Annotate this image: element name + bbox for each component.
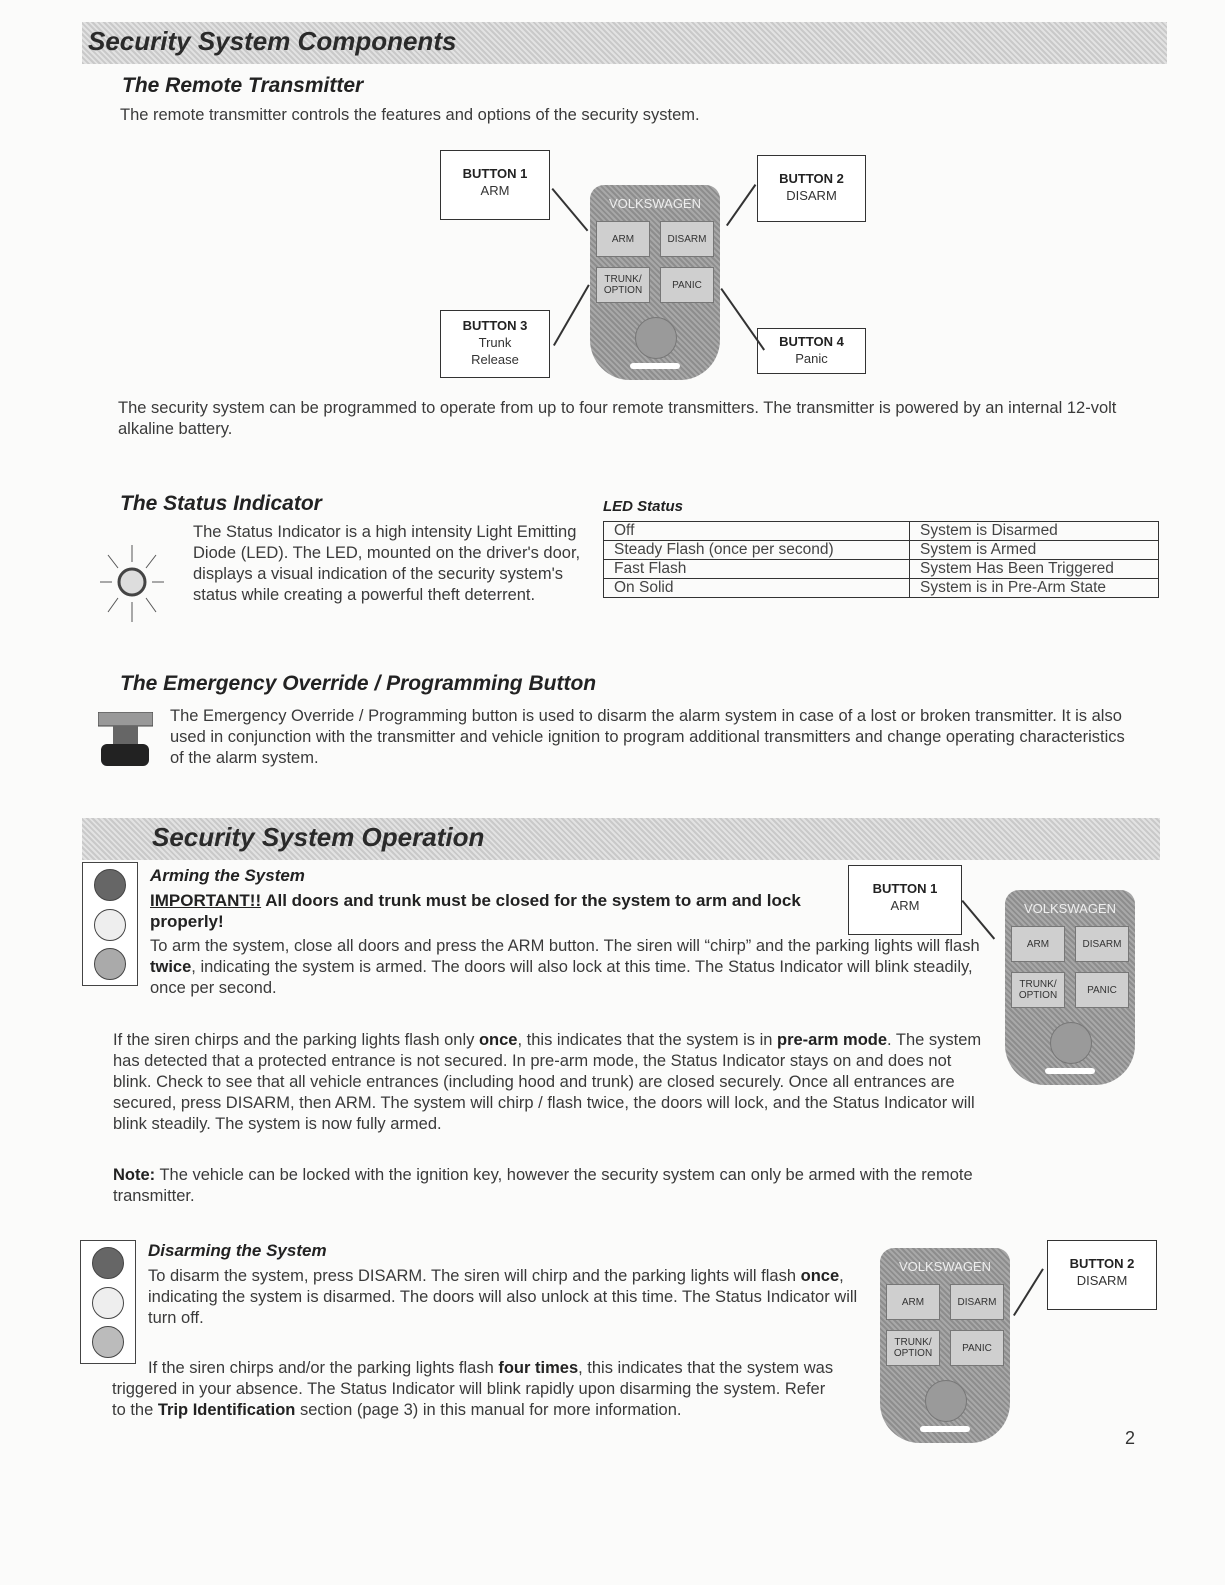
important-text: All doors and trunk must be closed for the system to arm and lock properly! <box>150 891 801 931</box>
led-on-icon <box>94 869 126 901</box>
fob-trunk-button: TRUNK/ OPTION <box>596 267 650 303</box>
led-state: Steady Flash (once per second) <box>604 541 910 560</box>
bold-text: once <box>478 1031 518 1049</box>
remote-fob-image <box>1005 890 1135 1085</box>
text: , indicating the system is armed. The doors will also lock at this time. The Status Indicator will blink steadily, once per second. <box>150 958 973 997</box>
fob-slot <box>1045 1068 1095 1074</box>
vw-logo-icon <box>635 317 677 359</box>
remote-title: The Remote Transmitter <box>122 74 364 97</box>
led-status-table <box>603 521 1159 598</box>
fob-brand: VOLKSWAGEN <box>899 1259 991 1274</box>
led-icon <box>100 540 165 625</box>
fob-slot <box>630 363 680 369</box>
callout-button-3 <box>440 310 550 378</box>
callout-title: BUTTON 2 <box>779 171 844 186</box>
callout-title: BUTTON 1 <box>872 881 938 896</box>
bold-text: once <box>800 1267 840 1285</box>
section-title: Security System Operation <box>152 822 485 852</box>
callout-title: BUTTON 1 <box>462 166 528 181</box>
table-row <box>604 541 1159 560</box>
led-state: Fast Flash <box>604 560 910 579</box>
callout-arm <box>848 865 962 935</box>
led-state: On Solid <box>604 579 910 598</box>
fob-trunk-button: TRUNK/ OPTION <box>886 1330 940 1366</box>
page-number: 2 <box>1125 1428 1136 1448</box>
note-label: Note: <box>113 1166 156 1184</box>
section-title: Security System Components <box>88 26 457 56</box>
fob-trunk-button: TRUNK/ OPTION <box>1011 972 1065 1008</box>
status-title: The Status Indicator <box>120 492 322 515</box>
text: To arm the system, close all doors and press the ARM button. The siren will “chirp” and the parking lights will flash <box>150 937 980 955</box>
led-meaning: System is in Pre-Arm State <box>910 579 1159 598</box>
note-text <box>113 1165 993 1207</box>
pointer-line <box>726 184 756 226</box>
remote-fob-image <box>590 185 720 380</box>
fob-disarm-button: DISARM <box>1075 926 1129 962</box>
text: section (page 3) in this manual for more information. <box>295 1401 682 1419</box>
callout-title: BUTTON 4 <box>779 334 844 349</box>
fob-slot <box>920 1426 970 1432</box>
fob-brand: VOLKSWAGEN <box>609 196 701 211</box>
led-off-icon <box>94 948 126 980</box>
fob-disarm-button: DISARM <box>950 1284 1004 1320</box>
important-label: IMPORTANT!! <box>150 891 262 910</box>
callout-sub: Panic <box>795 351 828 366</box>
text: The vehicle can be locked with the ignition key, however the security system can only be armed with the remote transmitter. <box>113 1166 973 1205</box>
fob-arm-button: ARM <box>886 1284 940 1320</box>
disarm-text <box>148 1266 868 1329</box>
section-header-operation <box>82 818 1160 860</box>
remote-fob-image <box>880 1248 1010 1443</box>
led-off-icon <box>94 909 126 941</box>
led-meaning: System is Armed <box>910 541 1159 560</box>
led-meaning: System Has Been Triggered <box>910 560 1159 579</box>
table-row <box>604 560 1159 579</box>
fob-arm-button: ARM <box>1011 926 1065 962</box>
led-icon <box>92 1247 124 1279</box>
triggered-text <box>112 1358 842 1421</box>
text: If the siren chirps and/or the parking lights flash <box>148 1359 499 1377</box>
override-title: The Emergency Override / Programming Button <box>120 672 597 695</box>
override-button-icon <box>98 712 153 767</box>
led-off-icon <box>92 1287 124 1319</box>
callout-title: BUTTON 2 <box>1069 1256 1135 1271</box>
bold-text: pre-arm mode <box>777 1031 888 1049</box>
pointer-line <box>1013 1268 1043 1315</box>
callout-disarm <box>1047 1240 1157 1310</box>
fob-panic-button: PANIC <box>950 1330 1004 1366</box>
callout-sub: Trunk Release <box>471 335 519 367</box>
pointer-line <box>721 288 765 350</box>
fob-arm-button: ARM <box>596 221 650 257</box>
arm-text <box>150 936 980 999</box>
traffic-light-armed-icon <box>82 862 138 986</box>
callout-button-4 <box>757 328 866 374</box>
remote-text: The remote transmitter controls the features and options of the security system. <box>120 106 700 124</box>
callout-title: BUTTON 3 <box>462 318 528 333</box>
text: To disarm the system, press DISARM. The siren will chirp and the parking lights will flash <box>148 1267 801 1285</box>
prearm-text <box>113 1030 983 1135</box>
led-meaning: System is Disarmed <box>910 522 1159 541</box>
arming-title: Arming the System <box>150 866 305 885</box>
fob-panic-button: PANIC <box>1075 972 1129 1008</box>
pointer-line <box>553 284 589 345</box>
override-text: The Emergency Override / Programming button is used to disarm the alarm system in case of a lost or broken transmitter. It is also used in conjunction with the transmitter and vehicle ignition to program additional transmitters and change operating characteristics of the alarm system. <box>170 707 1125 767</box>
bold-text: twice <box>150 958 192 976</box>
bold-text: Trip Identification <box>157 1401 296 1419</box>
disarming-title: Disarming the System <box>148 1241 327 1260</box>
callout-sub: ARM <box>890 898 920 913</box>
vw-logo-icon <box>1050 1022 1092 1064</box>
pointer-line <box>552 188 589 231</box>
status-text: The Status Indicator is a high intensity Light Emitting Diode (LED). The LED, mounted on the driver's door, displays a visual indication of the security system's status while creating a powerful theft deterrent. <box>193 523 581 604</box>
fob-disarm-button: DISARM <box>660 221 714 257</box>
vw-logo-icon <box>925 1380 967 1422</box>
program-text: The security system can be programmed to operate from up to four remote transmitters. The transmitter is powered by an internal 12-volt alkaline battery. <box>118 399 1117 438</box>
led-flash-icon <box>92 1326 124 1358</box>
table-row <box>604 522 1159 541</box>
text: , indicating the system is disarmed. The doors will also unlock at this time. The Status Indicator will turn off. <box>148 1267 858 1327</box>
fob-panic-button: PANIC <box>660 267 714 303</box>
traffic-light-disarmed-icon <box>80 1240 136 1364</box>
led-state: Off <box>604 522 910 541</box>
callout-button-1 <box>440 150 550 220</box>
led-status-title: LED Status <box>603 498 684 515</box>
callout-button-2 <box>757 155 866 222</box>
callout-sub: DISARM <box>786 188 837 203</box>
section-header-components <box>82 22 1167 64</box>
important-note <box>150 890 840 932</box>
pointer-line <box>962 900 995 939</box>
text: , this indicates that the system was triggered in your absence. The Status Indicator will blink rapidly upon disarming the system. Refer to the <box>112 1359 834 1419</box>
text: , this indicates that the system is in <box>517 1031 777 1049</box>
text: If the siren chirps and the parking lights flash only <box>113 1031 479 1049</box>
fob-brand: VOLKSWAGEN <box>1024 901 1116 916</box>
text: . The system has detected that a protected entrance is not secured. In pre-arm mode, the Status Indicator stays on and does not blink. Check to see that all vehicle entrances (including hood and trunk) are closed securely. Once all entrances are secured, press DISARM, then ARM. The system will chirp / flash twice, the doors will lock, and the Status Indicator will blink steadily. The system is now fully armed. <box>113 1031 982 1133</box>
callout-sub: ARM <box>480 183 510 198</box>
callout-sub: DISARM <box>1076 1273 1128 1288</box>
table-row <box>604 579 1159 598</box>
bold-text: four times <box>498 1359 579 1377</box>
